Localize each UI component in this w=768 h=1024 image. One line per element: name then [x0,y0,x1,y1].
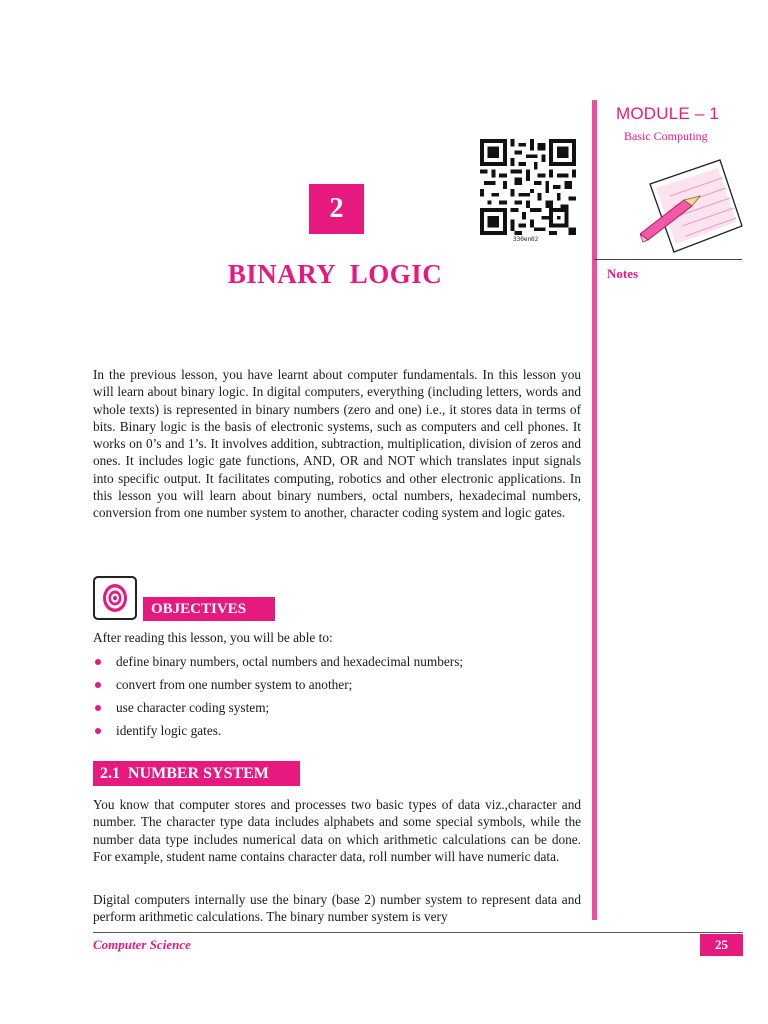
section-paragraph-2: Digital computers internally use the binary (base 2) number system to represent data and perform arithmetic calculations. The binary number system is very [93,892,581,925]
chapter-number: 2 [309,184,364,234]
qr-code-icon[interactable] [480,139,576,235]
intro-paragraph: In the previous lesson, you have learnt about computer fundamentals. In this lesson you will learn about binary logic. In digital computers, everything (including letters, words and whole texts) is represented in binary numbers (zero and one) i.e., it stores data in terms of bits. Binary logic is the basis of electronic systems, such as computers and cell phones. It works on 0’s and 1’s. It involves addition, subtraction, multiplication, division of zeros and ones. It includes logic gate functions, AND, OR and NOT which translates input signals into specific output. It facilitates computing, robotics and other electronic applications. In this lesson you will learn about binary numbers, octal numbers, hexadecimal numbers, conversion from one number system to another, character coding system and logic gates. [93,367,581,521]
objectives-target-icon [93,576,137,620]
section-heading: 2.1 NUMBER SYSTEM [93,761,300,786]
notes-pencil-icon [640,156,746,256]
objective-item: use character coding system; [93,700,463,723]
module-label: MODULE – 1 [616,104,720,123]
notes-divider [594,259,742,260]
page-number: 25 [700,934,743,956]
chapter-title: BINARY LOGIC [227,259,443,289]
section-paragraph-1: You know that computer stores and processes two basic types of data viz.,character and number. The character type data includes alphabets and some special symbols, while the number data type includes numerical data on which arithmetic calculations can be done. For example, student name contains character data, roll number will have numeric data. [93,797,581,864]
objectives-list [93,654,463,746]
objectives-lead: After reading this lesson, you will be able to: [93,630,333,645]
objective-item: identify logic gates. [93,723,463,746]
footer-divider [93,932,743,933]
margin-bar [592,100,597,920]
objectives-heading: OBJECTIVES [143,597,275,621]
objective-item: convert from one number system to another; [93,677,463,700]
qr-code-label: 330en02 [513,236,539,243]
module-subtitle: Basic Computing [624,129,708,143]
footer-subject: Computer Science [93,937,191,952]
notes-label: Notes [607,266,639,281]
objective-item: define binary numbers, octal numbers and hexadecimal numbers; [93,654,463,677]
